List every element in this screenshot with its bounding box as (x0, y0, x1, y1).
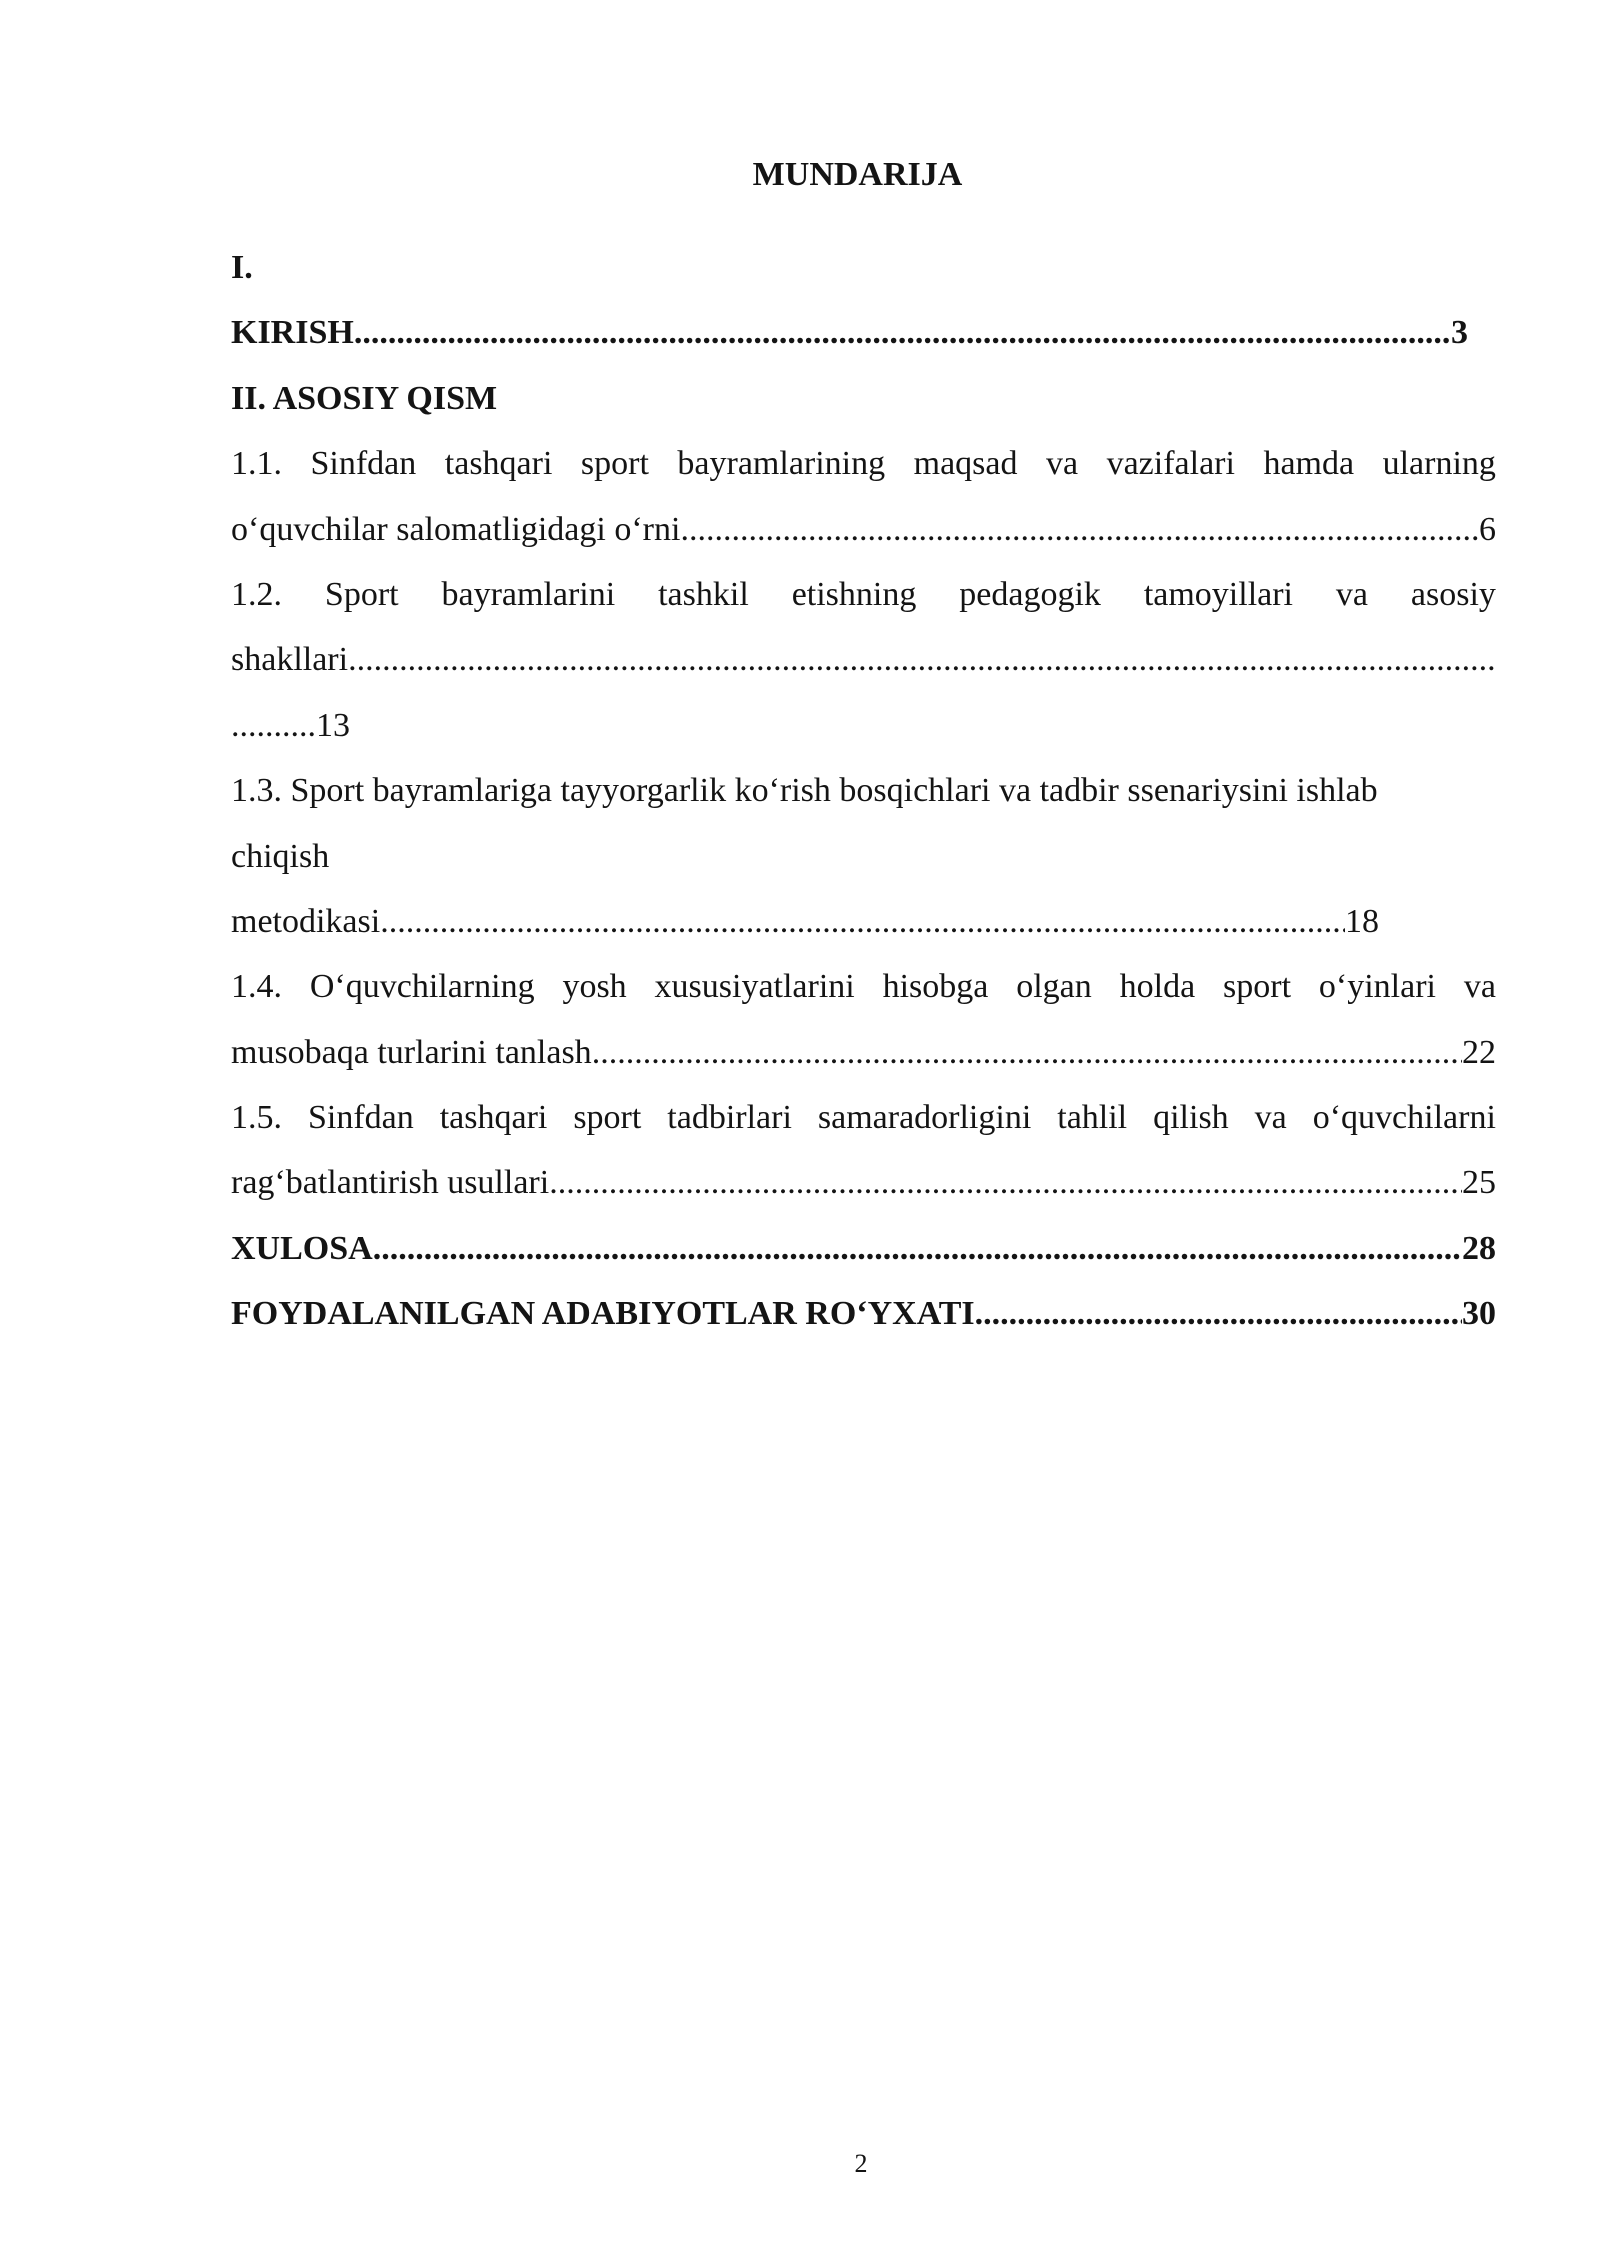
toc-page-number: 3 (1451, 314, 1468, 352)
toc-word: tamoyillari (1143, 575, 1293, 613)
table-of-contents (231, 235, 1496, 1347)
toc-word: pedagogik (959, 575, 1101, 613)
toc-page-number: 28 (1462, 1229, 1496, 1267)
toc-word: va (1254, 1099, 1287, 1137)
dot-leader (348, 627, 1496, 692)
toc-entry-1-5-line1[interactable] (231, 1085, 1496, 1150)
toc-title: MUNDARIJA (752, 156, 963, 193)
toc-entry-1-4-line1[interactable] (231, 954, 1496, 1019)
toc-word: tadbirlari (667, 1099, 792, 1137)
toc-entry-1-3-line3[interactable] (231, 889, 1379, 954)
dot-leader (549, 1150, 1462, 1215)
section-one-numeral: I. (231, 249, 253, 286)
toc-word: O‘quvchilarning (309, 968, 535, 1006)
toc-entry-1-4-line2[interactable] (231, 1020, 1496, 1085)
toc-entry-label: o‘quvchilar salomatligidagi o‘rni (231, 510, 681, 548)
section-two-heading: II. ASOSIY QISM (231, 379, 498, 417)
toc-word: ularning (1382, 445, 1496, 483)
toc-word: Sinfdan (310, 445, 417, 483)
toc-word: hisobga (882, 968, 989, 1006)
toc-word: hamda (1263, 445, 1355, 483)
toc-word: samaradorligini (817, 1099, 1032, 1137)
toc-word: o‘yinlari (1318, 968, 1436, 1006)
toc-word: 1.1. (231, 445, 282, 483)
dot-leader (354, 300, 1451, 365)
toc-word: va (1335, 575, 1368, 613)
toc-entry-xulosa[interactable] (231, 1216, 1496, 1281)
toc-word: holda (1119, 968, 1196, 1006)
toc-entry-label: XULOSA (231, 1229, 373, 1267)
toc-page-number: 13 (316, 706, 350, 744)
toc-entry-label: musobaqa turlarini tanlash (231, 1033, 592, 1071)
toc-word: Sinfdan (307, 1099, 414, 1137)
toc-word: Sport (324, 575, 399, 613)
toc-word: o‘quvchilarni (1312, 1099, 1496, 1137)
toc-word: maqsad (913, 445, 1018, 483)
toc-page-number: 18 (1345, 902, 1379, 940)
toc-word: tahlil (1057, 1099, 1128, 1137)
toc-word: vazifalari (1106, 445, 1235, 483)
toc-word: bayramlarini (441, 575, 616, 613)
toc-word: tashkil (658, 575, 749, 613)
toc-word: qilish (1153, 1099, 1229, 1137)
toc-entry-1-5-line2[interactable] (231, 1150, 1496, 1215)
dot-leader (975, 1281, 1462, 1346)
dot-leader (680, 497, 1479, 562)
toc-word: sport (573, 1099, 642, 1137)
toc-entry-kirish[interactable] (231, 300, 1468, 365)
toc-word: 1.5. (231, 1099, 282, 1137)
toc-entry-label: metodikasi (231, 902, 381, 940)
toc-page-number: 22 (1462, 1033, 1496, 1071)
toc-entry-label: FOYDALANILGAN ADABIYOTLAR RO‘YXATI (231, 1295, 975, 1333)
toc-word: yosh (562, 968, 627, 1006)
toc-entry-1-1-line2[interactable] (231, 497, 1496, 562)
dot-leader: .......... (231, 706, 316, 744)
toc-word: va (1045, 445, 1079, 483)
dot-leader (592, 1020, 1462, 1085)
dot-leader (373, 1216, 1462, 1281)
toc-word: xususiyatlarini (654, 968, 855, 1006)
toc-entry-1-3-line2[interactable]: chiqish (231, 837, 330, 875)
toc-page-number: 30 (1462, 1295, 1496, 1333)
toc-entry-1-2-line2[interactable] (231, 627, 1496, 692)
dot-leader (380, 889, 1345, 954)
toc-word: olgan (1016, 968, 1092, 1006)
toc-page-number: 25 (1462, 1164, 1496, 1202)
toc-page-number: 6 (1479, 510, 1496, 548)
toc-entry-label: rag‘batlantirish usullari (231, 1164, 550, 1202)
toc-entry-1-2-line3[interactable] (231, 693, 1496, 758)
toc-entry-adabiyotlar[interactable] (231, 1281, 1496, 1346)
toc-entry-1-2-line1[interactable] (231, 562, 1496, 627)
toc-word: etishning (791, 575, 917, 613)
toc-entry-1-3-line1[interactable]: 1.3. Sport bayramlariga tayyorgarlik ko‘rish bosqichlari va tadbir ssenariysini ishlab (231, 772, 1378, 810)
toc-word: sport (580, 445, 649, 483)
toc-entry-1-1-line1[interactable] (231, 431, 1496, 496)
page-number: 2 (854, 2149, 868, 2178)
toc-word: 1.4. (231, 968, 282, 1006)
toc-word: sport (1223, 968, 1292, 1006)
toc-entry-label: shakllari (231, 641, 349, 679)
toc-word: va (1463, 968, 1496, 1006)
toc-word: bayramlarining (677, 445, 886, 483)
toc-word: tashqari (439, 1099, 548, 1137)
toc-word: 1.2. (231, 575, 282, 613)
toc-word: asosiy (1410, 575, 1496, 613)
toc-entry-label: KIRISH (231, 314, 354, 352)
toc-word: tashqari (444, 445, 553, 483)
